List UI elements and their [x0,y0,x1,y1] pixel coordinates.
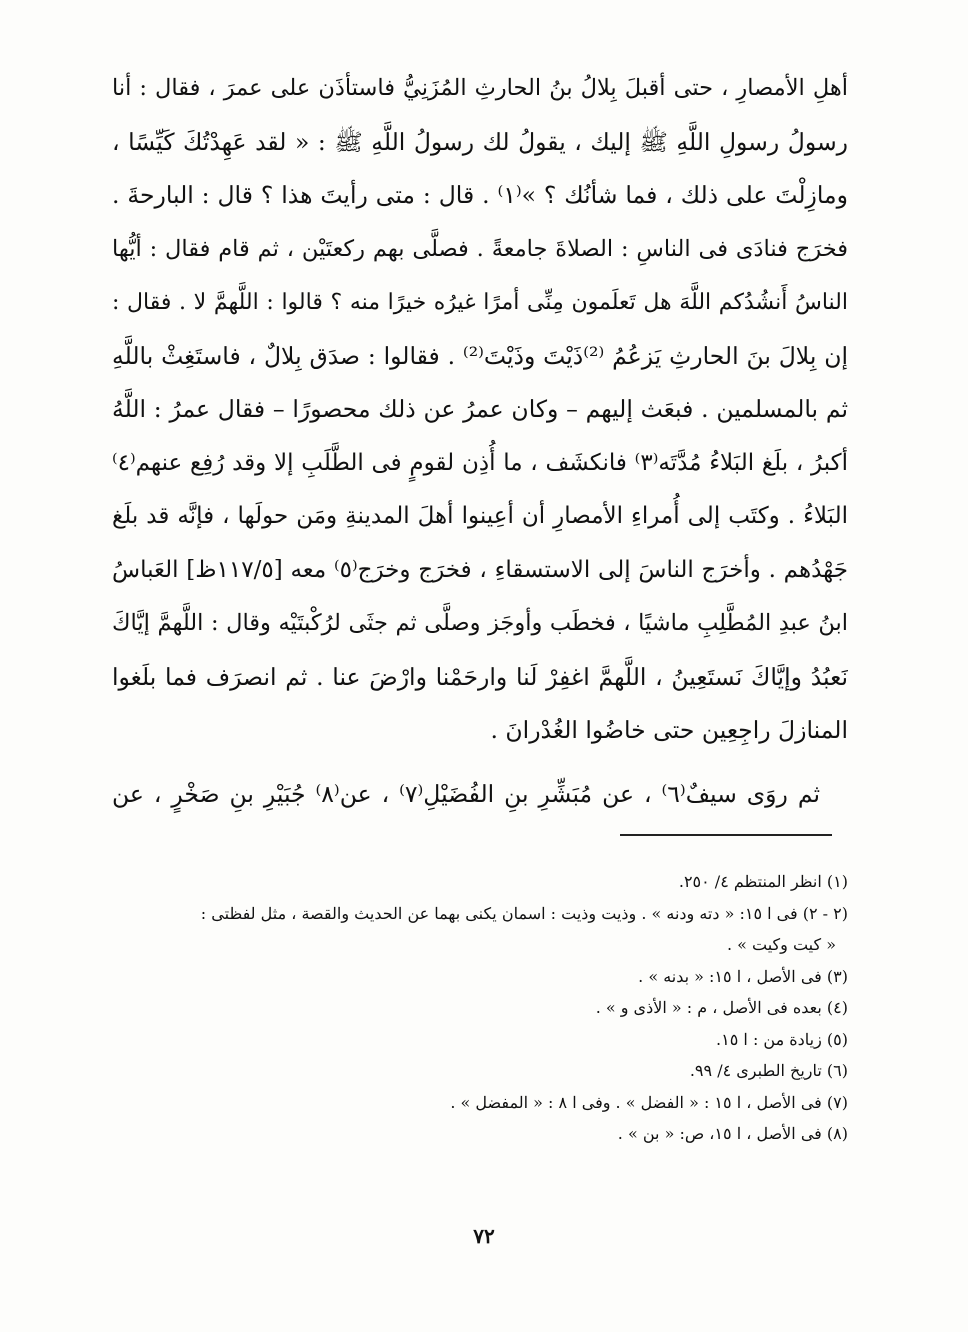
text-line: ابنُ عبدِ المُطَّلِبِ ماشيًا ، فخطَب وأوجَز وصلَّى ثم جثَى لرُكْبتَيْه وقال : اللَّهمَّ إيَّاكَ [112,610,848,636]
page-number: ٧٢ [473,1224,495,1248]
text-line: نَعبُدُ وإيَّاكَ نَستَعِينُ ، اللَّهمَّ اغفِرْ لَنا وارحَمْنا وارْضَ عنا . ثم انصرَف فما بلَغوا [112,662,848,691]
text-line: رسولُ رسولِ اللَّهِ ﷺ إليك ، يقولُ لك رسولُ اللَّهِ ﷺ : « لقد عَهِدْتُكَ كَيِّسًا ، [112,127,848,156]
text-line: البَلاءُ . وكتَب إلى أُمراءِ الأمصارِ أن أعِينوا أهلَ المدينةِ ومَن حولَها ، فإنَّه قد بلَغ [112,503,848,529]
footnotes [112,866,848,1150]
text-line: الناسُ أَنشُدُكم اللَّهَ هل تَعلَمون مِنِّى أمرًا غيرُه خيرًا منه ؟ قالوا : اللَّهمَّ لا . فقال : [112,290,848,315]
footnote: (٤) بعده فى الأصل ، م : « الأذى و » . [595,998,848,1017]
footnote-continuation: « كيت وكيت » . [726,935,836,954]
footnote-separator [620,834,832,836]
footnote: (٢ - ٢) فى ا ١٥: « دته ودنه » . وذيت وذيت : اسمان يكنى بهما عن الحديث والقصة ، مثل لفظتى : [200,903,848,923]
text-line: جَهْدُهم . وأخرَج الناسَ إلى الاستسقاءِ ، فخرَج وخرَج⁽٥⁾ معه [١١٧/٥ظ] العَباسُ [112,556,848,583]
text-line: ثم بالمسلمين . فبعَث إليهم – وكان عمرُ عن ذلك محصورًا – فقال عمرُ : اللَّهُ [112,395,848,423]
footnote: (٦) تاريخ الطبرى ٤/ ٩٩. [689,1061,848,1080]
text-line: المنازلَ راجِعِين حتى خاضُوا الغُدْرانَ . [490,716,848,744]
text-line: ثم روَى سيفٌ⁽٦⁾ ، عن مُبَشِّرِ بنِ الفُضَيْلِ⁽٧⁾ ، عن⁽٨⁾ جُبَيْرِ بنِ صَخْرٍ ، عن [112,779,821,808]
footnote: (٨) فى الأصل ، ا ١٥، ص: « بن » . [617,1124,848,1143]
text-line: فخرَج فنادَى فى الناسِ : الصلاةَ جامعةً . فصلَّى بهم ركعتَيْن ، ثم قام فقال : أيُّها [112,235,848,262]
text-line: أكبرُ ، بلَغ البَلاءُ مُدَّتَه⁽٣⁾ فانكشَف ، ما أُذِن لقومٍ فى الطَّلَبِ إلا وقد رُفِع عنهم⁽٤⁾ [112,449,848,476]
text-line: إن بِلالَ بنَ الحارثِ يَزعُمُ ⁽²⁾ذَيْتَ وذَيْتَ⁽²⁾ . فقالوا : صدَق بِلالٌ ، فاستَغِثْ باللَّهِ [112,341,848,370]
footnote: (٥) زيادة من : ا ١٥. [716,1029,848,1049]
footnote: (٧) فى الأصل ، ا ١٥ : « الفضل » . وفى ا ٨ : « المفضل » . [450,1092,848,1112]
footnote: (١) انظر المنتظم ٤/ ٢٥٠. [678,872,848,891]
text-line: ومازِلْتَ على ذلك ، فما شأنُك ؟ »⁽١⁾ . قال : متى رأيتَ هذا ؟ قال : البارحةَ . [112,181,848,209]
main-text [112,62,848,821]
text-line: أهلِ الأمصارِ ، حتى أقبلَ بِلالُ بنُ الحارثِ المُزَنِيُّ فاستأذَن على عمرَ ، فقال : أنا [112,75,848,101]
footnote: (٣) فى الأصل ، ا ١٥: « بدنه » . [638,966,848,986]
